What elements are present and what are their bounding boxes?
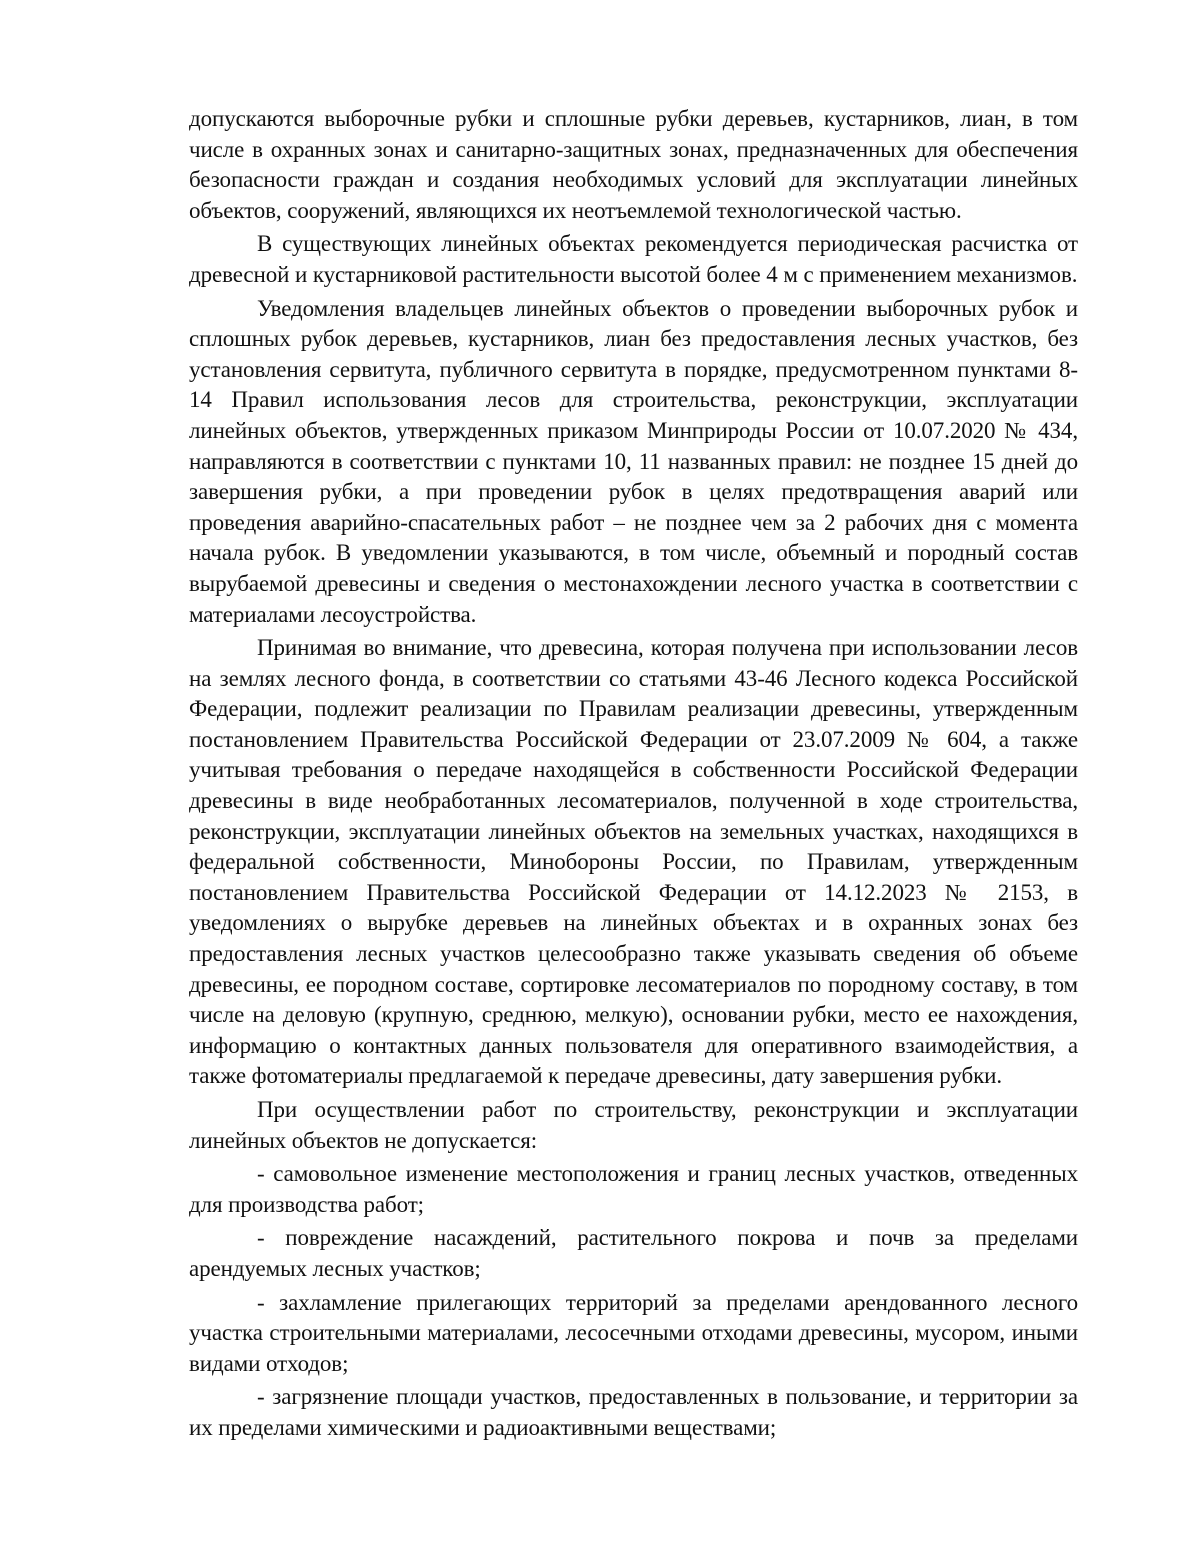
list-item-3: - захламление прилегающих территорий за пределами арендованного лесного участка строительными материалами, лесосечными отходами древесины, мусором, иными видами отходов; bbox=[189, 1289, 1078, 1376]
paragraph-1: допускаются выборочные рубки и сплошные рубки деревьев, кустарников, лиан, в том числе в охранных зонах и санитарно-защитных зонах, предназначенных для обеспечения безопасности граждан и создания необходимых условий для эксплуатации линейных объектов, сооружений, являющихся их неотъемлемой технологической частью. bbox=[189, 106, 1078, 223]
paragraph-3: Уведомления владельцев линейных объектов о проведении выборочных рубок и сплошных рубок деревьев, кустарников, лиан без предоставления лесных участков, без установления сервитута, публичного сервитута в порядке, предусмотренном пунктами 8-14 Правил использования лесов для строительства, реконструкции, эксплуатации линейных объектов, утвержденных приказом Минприроды России от 10.07.2020 № 434, направляются в соответствии с пунктами 10, 11 названных правил: не позднее 15 дней до завершения рубки, а при проведении рубок в целях предотвращения аварий или проведения аварийно-спасательных работ – не позднее чем за 2 рабочих дня с момента начала рубок. В уведомлении указываются, в том числе, объемный и породный состав вырубаемой древесины и сведения о местонахождении лесного участка в соответствии с материалами лесоустройства. bbox=[189, 295, 1078, 627]
document-page bbox=[189, 104, 1078, 1447]
list-item-4: - загрязнение площади участков, предоставленных в пользование, и территории за их пределами химическими и радиоактивными веществами; bbox=[189, 1384, 1078, 1440]
paragraph-2: В существующих линейных объектах рекомендуется периодическая расчистка от древесной и кустарниковой растительности высотой более 4 м с применением механизмов. bbox=[189, 231, 1078, 287]
paragraph-4: Принимая во внимание, что древесина, которая получена при использовании лесов на землях лесного фонда, в соответствии со статьями 43-46 Лесного кодекса Российской Федерации, подлежит реализации по Правилам реализации древесины, утвержденным постановлением Правительства Российской Федерации от 23.07.2009 № 604, а также учитывая требования о передаче находящейся в собственности Российской Федерации древесины в виде необработанных лесоматериалов, полученной в ходе строительства, реконструкции, эксплуатации линейных объектов на земельных участках, находящихся в федеральной собственности, Минобороны России, по Правилам, утвержденным постановлением Правительства Российской Федерации от 14.12.2023 № 2153, в уведомлениях о вырубке деревьев на линейных объектах и в охранных зонах без предоставления лесных участков целесообразно также указывать сведения об объеме древесины, ее породном составе, сортировке лесоматериалов по породному составу, в том числе на деловую (крупную, среднюю, мелкую), основании рубки, место ее нахождения, информацию о контактных данных пользователя для оперативного взаимодействия, а также фотоматериалы предлагаемой к передаче древесины, дату завершения рубки. bbox=[189, 635, 1078, 1089]
list-item-2: - повреждение насаждений, растительного покрова и почв за пределами арендуемых лесных участков; bbox=[189, 1225, 1078, 1281]
list-item-1: - самовольное изменение местоположения и границ лесных участков, отведенных для производства работ; bbox=[189, 1161, 1078, 1217]
paragraph-5: При осуществлении работ по строительству, реконструкции и эксплуатации линейных объектов не допускается: bbox=[189, 1097, 1078, 1153]
